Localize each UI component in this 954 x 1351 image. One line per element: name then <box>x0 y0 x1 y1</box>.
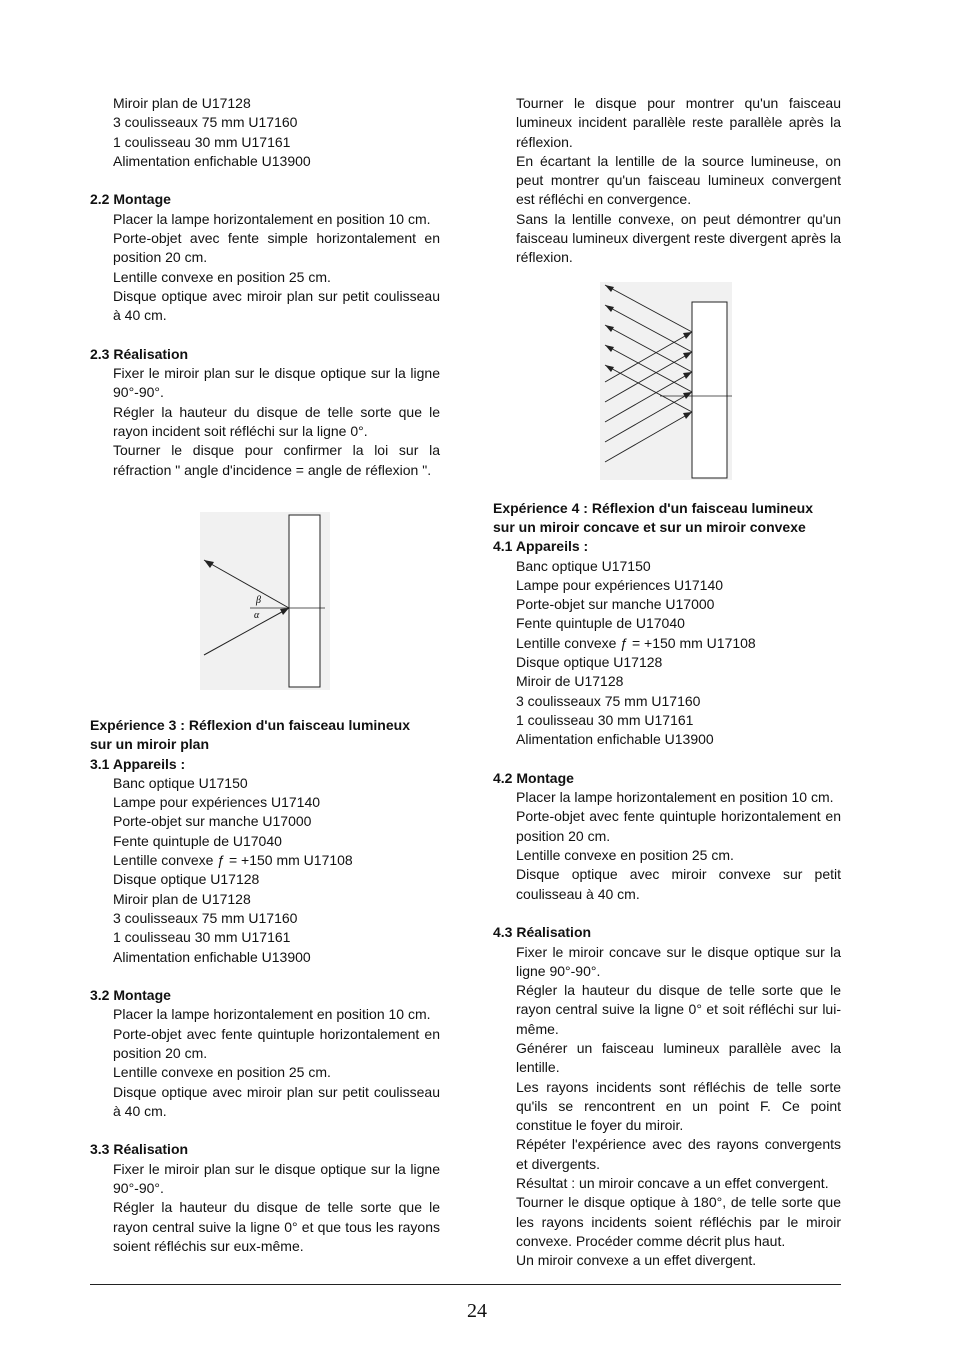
paragraph: Lentille convexe en position 25 cm. <box>516 847 734 864</box>
equipment-list-4-1 <box>493 557 841 750</box>
experiment-4-title-line1: Expérience 4 : Réflexion d'un faisceau lumineux <box>493 499 813 516</box>
list-item: Miroir plan de U17128 <box>113 890 251 907</box>
list-item: Alimentation enfichable U13900 <box>113 948 311 965</box>
paragraph: Lentille convexe en position 25 cm. <box>113 1064 331 1081</box>
list-item: Fente quintuple de U17040 <box>516 615 685 632</box>
equipment-list-2-1 <box>90 94 440 171</box>
heading-3-1: 3.1 Appareils : <box>90 755 186 772</box>
paragraph: Placer la lampe horizontalement en position 10 cm. <box>516 789 834 806</box>
heading-2-3: 2.3 Réalisation <box>90 345 189 362</box>
paragraph: Placer la lampe horizontalement en position 10 cm. <box>113 1006 431 1023</box>
paragraph: Disque optique avec miroir convexe sur petit coulisseau à 40 cm. <box>516 866 841 902</box>
section-4-2-body <box>493 788 841 904</box>
paragraph: Tourner le disque pour montrer qu'un faisceau lumineux incident parallèle reste parallèle après la réflexion. <box>516 95 841 150</box>
intro-paragraphs <box>493 94 841 268</box>
list-item: 1 coulisseau 30 mm U17161 <box>113 929 291 946</box>
list-item: Alimentation enfichable U13900 <box>516 731 714 748</box>
right-column <box>493 94 841 1271</box>
equipment-list-3-1 <box>90 774 440 967</box>
paragraph: Fixer le miroir concave sur le disque optique sur la ligne 90°-90°. <box>516 943 841 979</box>
list-item: Fente quintuple de U17040 <box>113 832 282 849</box>
list-item: Banc optique U17150 <box>113 774 248 791</box>
paragraph: Les rayons incidents sont réfléchis de telle sorte qu'ils se rencontrent en un point F. Ce point constitue le foyer du miroir. <box>516 1078 841 1134</box>
page-number: 24 <box>467 1300 487 1322</box>
section-3-3-body <box>90 1160 440 1256</box>
list-item: Lampe pour expériences U17140 <box>113 794 321 811</box>
heading-2-2: 2.2 Montage <box>90 191 171 208</box>
paragraph: Tourner le disque optique à 180°, de telle sorte que les rayons incidents soient réfléchis par le miroir convexe. Procéder comme décrit plus haut. <box>516 1194 841 1249</box>
experiment-3-title-line1: Expérience 3 : Réflexion d'un faisceau lumineux <box>90 716 410 733</box>
section-2-2-body <box>90 210 440 326</box>
list-item: 1 coulisseau 30 mm U17161 <box>113 133 291 150</box>
heading-3-3: 3.3 Réalisation <box>90 1141 189 1158</box>
paragraph: Un miroir convexe a un effet divergent. <box>516 1252 757 1269</box>
paragraph: Porte-objet avec fente quintuple horizontalement en position 20 cm. <box>113 1025 440 1061</box>
list-item: Lentille convexe ƒ = +150 mm U17108 <box>113 852 353 869</box>
list-item: 3 coulisseaux 75 mm U17160 <box>113 114 298 131</box>
list-item: Lentille convexe ƒ = +150 mm U17108 <box>516 634 756 651</box>
paragraph: Générer un faisceau lumineux parallèle avec la lentille. <box>516 1039 841 1076</box>
paragraph: Lentille convexe en position 25 cm. <box>113 268 331 285</box>
paragraph: Régler la hauteur du disque de telle sorte que le rayon central suive la ligne 0° et soit réfléchi sur lui-même. <box>516 982 841 1037</box>
beta-label: β <box>256 595 261 606</box>
parallel-beam-reflection-diagram <box>600 282 732 480</box>
list-item: Disque optique U17128 <box>516 654 663 671</box>
list-item: Lampe pour expériences U17140 <box>516 576 724 593</box>
heading-4-2: 4.2 Montage <box>493 769 574 786</box>
paragraph: Fixer le miroir plan sur le disque optique sur la ligne 90°-90°. <box>113 1160 440 1197</box>
experiment-4-title-line2: sur un miroir concave et sur un miroir convexe <box>493 518 806 535</box>
list-item: Alimentation enfichable U13900 <box>113 152 311 169</box>
heading-4-1: 4.1 Appareils : <box>493 538 589 555</box>
paragraph: Porte-objet avec fente quintuple horizontalement en position 20 cm. <box>516 808 841 844</box>
experiment-3-title-line2: sur un miroir plan <box>90 736 210 753</box>
footer-divider <box>90 1284 841 1285</box>
paragraph: Placer la lampe horizontalement en position 10 cm. <box>113 210 431 227</box>
paragraph: Régler la hauteur du disque de telle sorte que le rayon incident soit réfléchi sur la ligne 0°. <box>113 403 440 440</box>
paragraph: En écartant la lentille de la source lumineuse, on peut montrer qu'un faisceau lumineux convergent est réfléchi en convergence. <box>516 152 841 208</box>
paragraph: Régler la hauteur du disque de telle sorte que le rayon central suive la ligne 0° et que tous les rayons soient réfléchis sur eux-même. <box>113 1199 440 1254</box>
list-item: Porte-objet sur manche U17000 <box>516 596 715 613</box>
paragraph: Disque optique avec miroir plan sur petit coulisseau à 40 cm. <box>113 1083 440 1119</box>
list-item: 3 coulisseaux 75 mm U17160 <box>516 692 701 709</box>
heading-4-3: 4.3 Réalisation <box>493 924 592 941</box>
list-item: Disque optique U17128 <box>113 871 260 888</box>
list-item: Porte-objet sur manche U17000 <box>113 813 312 830</box>
paragraph: Sans la lentille convexe, on peut démontrer qu'un faisceau lumineux divergent reste divergent après la réflexion. <box>516 210 841 266</box>
heading-3-2: 3.2 Montage <box>90 987 171 1004</box>
list-item: 1 coulisseau 30 mm U17161 <box>516 711 694 728</box>
list-item: Miroir de U17128 <box>516 673 624 690</box>
paragraph: Disque optique avec miroir plan sur petit coulisseau à 40 cm. <box>113 287 440 324</box>
list-item: 3 coulisseaux 75 mm U17160 <box>113 909 298 926</box>
list-item: Banc optique U17150 <box>516 557 651 574</box>
single-ray-reflection-diagram <box>200 512 330 690</box>
section-4-3-body <box>493 943 841 1271</box>
list-item: Miroir plan de U17128 <box>113 95 251 111</box>
paragraph: Résultat : un miroir concave a un effet convergent. <box>516 1175 829 1192</box>
section-2-3-body <box>90 364 440 480</box>
alpha-label: α <box>254 610 260 621</box>
paragraph: Fixer le miroir plan sur le disque optique sur la ligne 90°-90°. <box>113 365 440 401</box>
paragraph: Tourner le disque pour confirmer la loi sur la réfraction " angle d'incidence = angle de réflexion ". <box>113 442 440 478</box>
paragraph: Répéter l'expérience avec des rayons convergents et divergents. <box>516 1136 841 1172</box>
paragraph: Porte-objet avec fente simple horizontalement en position 20 cm. <box>113 230 440 266</box>
section-3-2-body <box>90 1005 440 1121</box>
